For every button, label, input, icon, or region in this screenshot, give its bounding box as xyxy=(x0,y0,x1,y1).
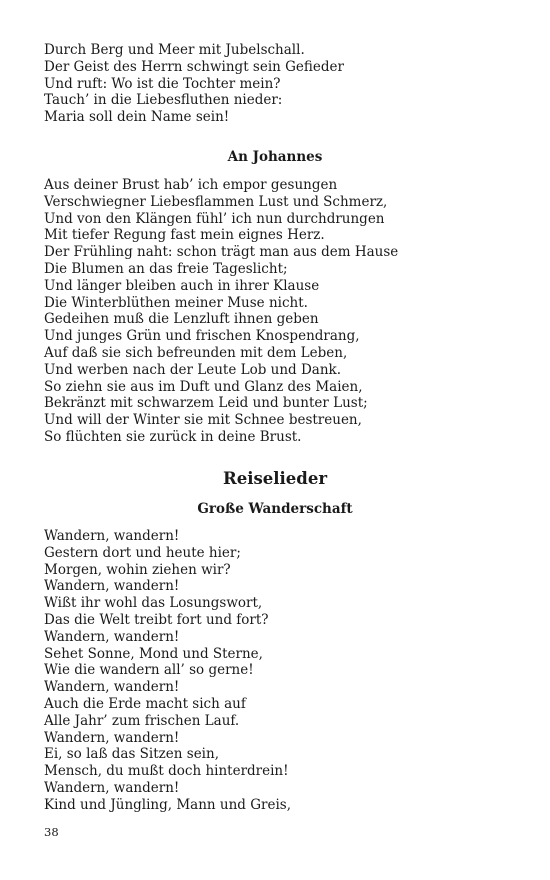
poem-line: Wandern, wandern! xyxy=(44,679,180,696)
poem-line: Und junges Grün und frischen Knospendrang, xyxy=(44,328,360,345)
poem-line: Wißt ihr wohl das Losungswort, xyxy=(44,595,263,612)
poem-line: Maria soll dein Name sein! xyxy=(44,109,230,126)
poem-line: Kind und Jüngling, Mann und Greis, xyxy=(44,796,291,813)
poem-line: Die Winterblüthen meiner Muse nicht. xyxy=(44,294,308,311)
poem-line: Und von den Klängen fühl’ ich nun durchdrungen xyxy=(44,210,385,227)
poem-line: Tauch’ in die Liebesfluthen nieder: xyxy=(44,92,283,109)
poem-line: Der Geist des Herrn schwingt sein Gefieder xyxy=(44,58,344,75)
poem-line: Wandern, wandern! xyxy=(44,729,180,746)
poem-line: Sehet Sonne, Mond und Sterne, xyxy=(44,645,263,662)
poem-line: So ziehn sie aus im Duft und Glanz des Maien, xyxy=(44,378,363,395)
poem-line: Der Frühling naht: schon trägt man aus dem Hause xyxy=(44,244,399,261)
top-stanza xyxy=(44,42,514,126)
poem-line: Das die Welt treibt fort und fort? xyxy=(44,611,269,628)
poem-line: Gedeihen muß die Lenzluft ihnen geben xyxy=(44,311,319,328)
section-title-reiselieder: Reiselieder xyxy=(222,469,328,488)
poem-line: Wie die wandern all’ so gerne! xyxy=(44,662,254,679)
poem-line: Und werben nach der Leute Lob und Dank. xyxy=(44,361,342,378)
poem-line: Wandern, wandern! xyxy=(44,528,180,544)
poem-line: Und länger bleiben auch in ihrer Klause xyxy=(44,277,320,294)
poem-line: Wandern, wandern! xyxy=(44,779,180,796)
poem-title-an-johannes: An Johannes xyxy=(227,149,323,165)
poem-line: Auch die Erde macht sich auf xyxy=(44,695,246,712)
poem-line: Mensch, du mußt doch hinterdrein! xyxy=(44,763,289,780)
poem-line: So flüchten sie zurück in deine Brust. xyxy=(44,428,302,445)
poem-line: Wandern, wandern! xyxy=(44,628,180,645)
poem-line: Wandern, wandern! xyxy=(44,578,180,595)
poem-line: Ei, so laß das Sitzen sein, xyxy=(44,746,219,763)
poem-line: Gestern dort und heute hier; xyxy=(44,544,241,561)
poem-line: Mit tiefer Regung fast mein eignes Herz. xyxy=(44,227,325,244)
poem-line: Bekränzt mit schwarzem Leid und bunter Lust; xyxy=(44,395,368,412)
page-number: 38 xyxy=(44,825,59,839)
poem-line: Und ruft: Wo ist die Tochter mein? xyxy=(44,75,281,92)
poem-line: Aus deiner Brust hab’ ich empor gesungen xyxy=(44,177,338,193)
poem-title-grosse-wanderschaft: Große Wanderschaft xyxy=(197,501,353,517)
poem-line: Verschwiegner Liebesflammen Lust und Schmerz, xyxy=(44,193,388,210)
poem-line: Die Blumen an das freie Tageslicht; xyxy=(44,260,288,277)
poem-line: Und will der Winter sie mit Schnee bestreuen, xyxy=(44,412,362,429)
poem-line: Durch Berg und Meer mit Jubelschall. xyxy=(44,42,305,58)
poem-grosse-wanderschaft xyxy=(44,528,514,814)
poem-an-johannes xyxy=(44,177,514,446)
poem-line: Auf daß sie sich befreunden mit dem Leben, xyxy=(44,344,348,361)
poem-line: Morgen, wohin ziehen wir? xyxy=(44,561,231,578)
poem-line: Alle Jahr’ zum frischen Lauf. xyxy=(44,712,240,729)
